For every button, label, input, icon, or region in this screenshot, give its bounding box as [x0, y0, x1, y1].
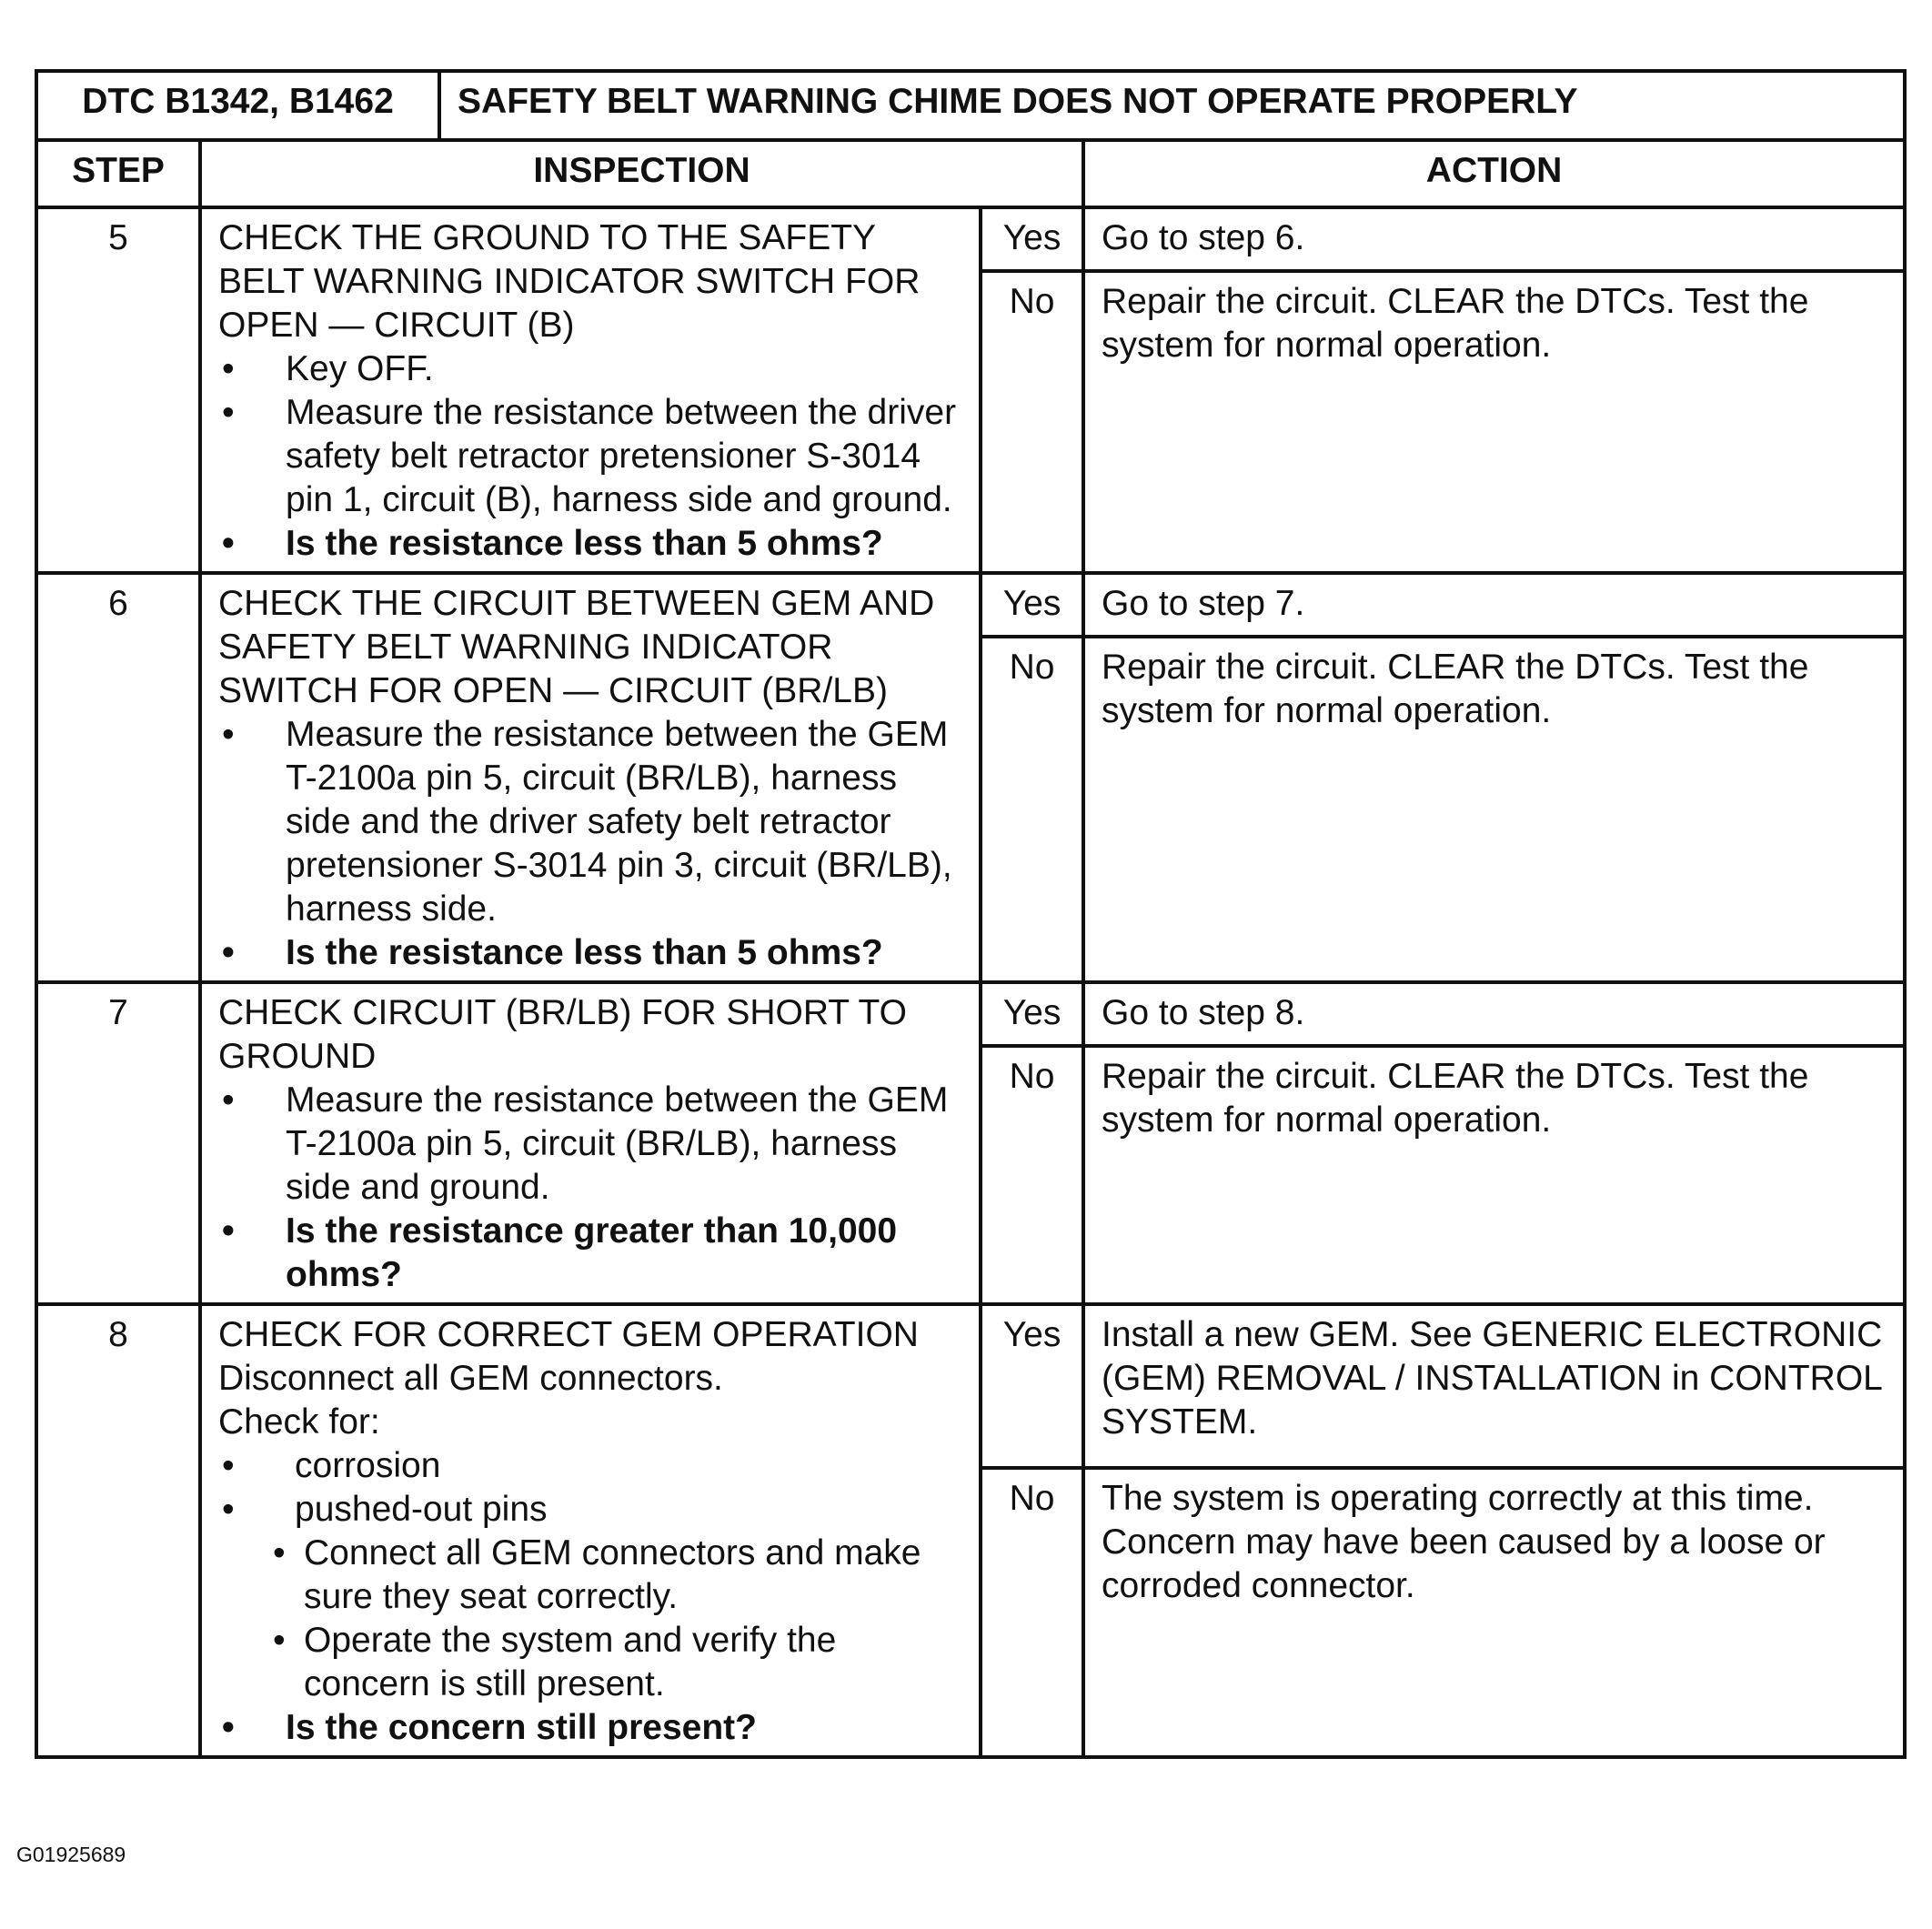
inspection-line: Check for:: [218, 1402, 380, 1442]
yes-label: Yes: [981, 207, 1083, 271]
no-action: The system is operating correctly at this time. Concern may have been caused by a loose or corroded connector.: [1083, 1468, 1905, 1757]
step-number: 7: [36, 982, 200, 1304]
list-item: • Measure the resistance between the GEM T-2100a pin 5, circuit (BR/LB), harness side and ground.: [218, 1079, 962, 1210]
table-row: [36, 207, 1905, 271]
no-label: No: [981, 1046, 1083, 1304]
inspection-sub-bullets: [218, 1532, 962, 1706]
inspection-column-header: INSPECTION: [200, 140, 1083, 207]
title-row: [36, 71, 1905, 140]
list-item: • Connect all GEM connectors and make sure they seat correctly.: [260, 1532, 962, 1619]
dtc-codes: DTC B1342, B1462: [36, 71, 439, 140]
figure-id: G01925689: [16, 1843, 126, 1866]
list-item: • Measure the resistance between the driver safety belt retractor pretensioner S-3014 pin 1, circuit (B), harness side and ground.: [218, 391, 962, 522]
inspection-question: • Is the concern still present?: [218, 1706, 962, 1750]
yes-action: Go to step 7.: [1083, 573, 1905, 637]
yes-label: Yes: [981, 982, 1083, 1046]
list-item: • Key OFF.: [218, 347, 962, 391]
inspection-question: • Is the resistance less than 5 ohms?: [218, 931, 962, 975]
inspection-bullets: [218, 1079, 962, 1297]
step-number: 5: [36, 207, 200, 573]
inspection-cell: [200, 1304, 981, 1757]
table-title: SAFETY BELT WARNING CHIME DOES NOT OPERATE PROPERLY: [439, 71, 1905, 140]
inspection-question: • Is the resistance less than 5 ohms?: [218, 522, 962, 566]
inspection-title: CHECK THE CIRCUIT BETWEEN GEM AND SAFETY BELT WARNING INDICATOR SWITCH FOR OPEN — CIRCUIT (BR/LB): [218, 584, 935, 710]
inspection-question: • Is the resistance greater than 10,000 ohms?: [218, 1210, 962, 1297]
table-row: [36, 573, 1905, 637]
inspection-cell: [200, 207, 981, 573]
list-item: • Operate the system and verify the concern is still present.: [260, 1619, 962, 1706]
no-label: No: [981, 271, 1083, 573]
table-row: [36, 982, 1905, 1046]
yes-action: Install a new GEM. See GENERIC ELECTRONIC (GEM) REMOVAL / INSTALLATION in CONTROL SYSTEM.: [1083, 1304, 1905, 1468]
no-label: No: [981, 637, 1083, 982]
yes-action: Go to step 8.: [1083, 982, 1905, 1046]
step-number: 8: [36, 1304, 200, 1757]
step-column-header: STEP: [36, 140, 200, 207]
list-item: • pushed-out pins: [218, 1488, 962, 1532]
inspection-bullets: [218, 347, 962, 566]
inspection-bullets: [218, 1706, 962, 1750]
yes-label: Yes: [981, 1304, 1083, 1468]
inspection-bullets: [218, 713, 962, 975]
inspection-cell: [200, 573, 981, 982]
list-item: • Measure the resistance between the GEM T-2100a pin 5, circuit (BR/LB), harness side and the driver safety belt retractor pretensioner S-3014 pin 3, circuit (BR/LB), harness side.: [218, 713, 962, 931]
no-action: Repair the circuit. CLEAR the DTCs. Test the system for normal operation.: [1083, 637, 1905, 982]
inspection-bullets: [218, 1444, 962, 1532]
inspection-title: CHECK THE GROUND TO THE SAFETY BELT WARNING INDICATOR SWITCH FOR OPEN — CIRCUIT (B): [218, 218, 921, 345]
table-row: [36, 1304, 1905, 1468]
inspection-cell: [200, 982, 981, 1304]
column-header-row: [36, 140, 1905, 207]
inspection-line: Disconnect all GEM connectors.: [218, 1359, 723, 1398]
inspection-title: CHECK CIRCUIT (BR/LB) FOR SHORT TO GROUND: [218, 993, 907, 1076]
action-column-header: ACTION: [1083, 140, 1905, 207]
step-number: 6: [36, 573, 200, 982]
list-item: • corrosion: [218, 1444, 962, 1488]
yes-label: Yes: [981, 573, 1083, 637]
dtc-table: [35, 69, 1907, 1759]
no-action: Repair the circuit. CLEAR the DTCs. Test the system for normal operation.: [1083, 1046, 1905, 1304]
no-label: No: [981, 1468, 1083, 1757]
no-action: Repair the circuit. CLEAR the DTCs. Test the system for normal operation.: [1083, 271, 1905, 573]
inspection-title: CHECK FOR CORRECT GEM OPERATION: [218, 1315, 919, 1354]
yes-action: Go to step 6.: [1083, 207, 1905, 271]
